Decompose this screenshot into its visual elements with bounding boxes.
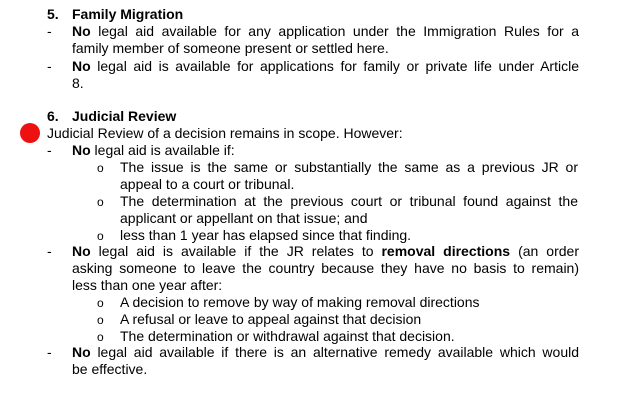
no-emphasis: No — [72, 243, 91, 259]
section-5-number: 5. — [47, 6, 59, 22]
section-6-item-2-line-1 — [72, 243, 579, 260]
circle-bullet: o — [97, 330, 104, 344]
section-6-item-3-line-1 — [72, 344, 579, 361]
subitem-line-2: appeal to a court or tribunal. — [120, 176, 295, 192]
dash-marker: - — [47, 23, 52, 39]
red-dot-marker — [20, 123, 40, 143]
no-emphasis: No — [72, 344, 91, 360]
dash-marker: - — [47, 58, 52, 74]
section-6-item-3-text: legal aid available if there is an alternative remedy available which would — [90, 344, 579, 360]
section-6-item-2-text: legal aid is available if the JR relates to — [90, 243, 382, 259]
no-emphasis: No — [72, 58, 91, 74]
section-6-heading — [47, 108, 177, 125]
section-5-title: Family Migration — [72, 6, 184, 22]
section-5-item-1-line-2: family member of someone present or settled here. — [72, 40, 389, 56]
section-6-item-2-text-end: (an order — [510, 243, 579, 259]
section-6-item-2-line-2: asking someone to leave the country because they have no basis to remain) — [72, 260, 579, 276]
subitem-line-2: applicant or appellant on that issue; and — [120, 210, 368, 226]
removal-directions-emphasis: removal directions — [381, 243, 511, 259]
circle-bullet: o — [97, 229, 104, 243]
no-emphasis: No — [72, 142, 91, 158]
subitem-line-1: less than 1 year has elapsed since that finding. — [120, 227, 412, 243]
section-5-item-1-text: legal aid available for any application under the Immigration Rules for a — [90, 23, 579, 39]
section-5-item-2-line-2: 8. — [72, 75, 84, 91]
circle-bullet: o — [97, 195, 104, 209]
no-emphasis: No — [72, 23, 91, 39]
dash-marker: - — [47, 142, 52, 158]
section-6-item-3-line-2: be effective. — [72, 361, 148, 377]
subitem-line-1: The determination at the previous court or tribunal found against the — [120, 193, 578, 209]
circle-bullet: o — [97, 296, 104, 310]
section-5-item-2-text: legal aid is available for applications for family or private life under Article — [90, 58, 579, 74]
section-6-intro: Judicial Review of a decision remains in scope. However: — [47, 125, 403, 141]
dash-marker: - — [47, 243, 52, 259]
dash-marker: - — [47, 344, 52, 360]
subitem-line-1: A refusal or leave to appeal against that decision — [120, 311, 422, 327]
circle-bullet: o — [97, 313, 104, 327]
section-6-item-2-line-3: less than one year after: — [72, 277, 223, 293]
subitem-line-1: The issue is the same or substantially the same as a previous JR or — [120, 159, 578, 175]
section-6-item-1-line-1 — [72, 142, 235, 159]
subitem-line-1: A decision to remove by way of making removal directions — [120, 294, 480, 310]
section-5-heading — [47, 6, 184, 23]
circle-bullet: o — [97, 161, 104, 175]
section-6-item-1-text: legal aid is available if: — [90, 142, 235, 158]
section-6-title: Judicial Review — [72, 108, 177, 124]
section-5-item-1-line-1 — [72, 23, 579, 40]
subitem-line-1: The determination or withdrawal against that decision. — [120, 328, 455, 344]
section-5-item-2-line-1 — [72, 58, 579, 75]
section-6-number: 6. — [47, 108, 59, 124]
